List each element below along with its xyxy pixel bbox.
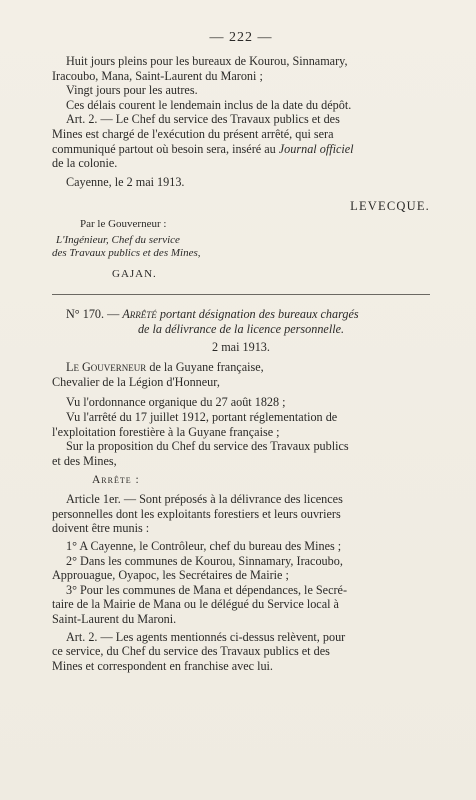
- gouverneur-line-1: [52, 360, 430, 375]
- journal-officiel: Journal officiel: [278, 141, 354, 156]
- arrete-date: 2 mai 1913.: [212, 339, 270, 354]
- section-divider: [52, 294, 430, 295]
- text-line: Ces délais courent le lendemain inclus de la date du dépôt.: [66, 97, 352, 112]
- vu-line: Sur la proposition du Chef du service des Travaux publics: [66, 439, 349, 454]
- text-line: Mines est chargé de l'exécution du présent arrêté, qui sera: [52, 126, 334, 141]
- vu-line: l'exploitation forestière à la Guyane française ;: [52, 424, 280, 439]
- arrete-label: Arrête :: [92, 474, 140, 487]
- article-2-line: Mines et correspondent en franchise avec lui.: [52, 658, 273, 673]
- par-le-gouverneur: Par le Gouverneur :: [80, 218, 167, 231]
- date-line: Cayenne, le 2 mai 1913.: [66, 174, 185, 189]
- text-line: Iracoubo, Mana, Saint-Laurent du Maroni ;: [52, 68, 263, 83]
- text-line: de la colonie.: [52, 156, 118, 171]
- signature-name: LEVECQUE.: [350, 199, 430, 214]
- list-item: taire de la Mairie de Mana ou le délégué du Service local à: [52, 597, 339, 612]
- text-line: [52, 142, 430, 157]
- list-item: 1° A Cayenne, le Contrôleur, chef du bureau des Mines ;: [66, 539, 342, 554]
- article-2-line: Art. 2. — Les agents mentionnés ci-dessus relèvent, pour: [66, 629, 346, 644]
- ingenieur-line: L'Ingénieur, Chef du service: [56, 234, 180, 247]
- arrete-170: [52, 307, 430, 673]
- signature-block: [52, 218, 430, 280]
- text-fragment: communiqué partout où besoin sera, inséré au: [52, 141, 279, 156]
- article-1-line: personnelles dont les exploitants forestiers et leurs ouvriers: [52, 506, 341, 521]
- vu-line: et des Mines,: [52, 453, 117, 468]
- article-1-line: doivent être munis :: [52, 521, 150, 536]
- article-2-line: ce service, du Chef du service des Travaux publics et des: [52, 644, 330, 659]
- arrete-title-rest: portant désignation des bureaux chargés: [156, 307, 359, 322]
- arrete-title-line2: de la délivrance de la licence personnelle.: [137, 321, 345, 336]
- vu-line: Vu l'arrêté du 17 juillet 1912, portant réglementation de: [66, 409, 338, 424]
- arrete-number: N° 170. —: [66, 307, 123, 322]
- article-2-first: [52, 112, 430, 170]
- text-line: Vingt jours pour les autres.: [66, 83, 198, 98]
- ingenieur-line-2: des Travaux publics et des Mines,: [52, 247, 201, 260]
- signature-gajan: GAJAN.: [112, 268, 157, 281]
- text-line: Art. 2. — Le Chef du service des Travaux publics et des: [66, 112, 340, 127]
- arrete-title-sc: Arrêté: [122, 307, 157, 322]
- text-line: Huit jours pleins pour les bureaux de Kourou, Sinnamary,: [66, 54, 348, 68]
- gouverneur-sc: Le Gouverneur: [66, 360, 147, 375]
- article-1-line: Article 1er. — Sont préposés à la délivrance des licences: [66, 492, 343, 507]
- list-item: 3° Pour les communes de Mana et dépendances, le Secré-: [66, 582, 348, 597]
- list-item: Saint-Laurent du Maroni.: [52, 612, 177, 627]
- list-item: Approuague, Oyapoc, les Secrétaires de Mairie ;: [52, 568, 289, 583]
- page-number: — 222 —: [209, 30, 273, 45]
- vu-line: Vu l'ordonnance organique du 27 août 1828 ;: [66, 395, 286, 410]
- gouverneur-line-2: Chevalier de la Légion d'Honneur,: [52, 374, 220, 389]
- top-paragraph: [52, 54, 430, 112]
- gouverneur-rest: de la Guyane française,: [146, 360, 264, 375]
- arrete-title: [52, 307, 430, 322]
- list-item: 2° Dans les communes de Kourou, Sinnamary, Iracoubo,: [66, 553, 343, 568]
